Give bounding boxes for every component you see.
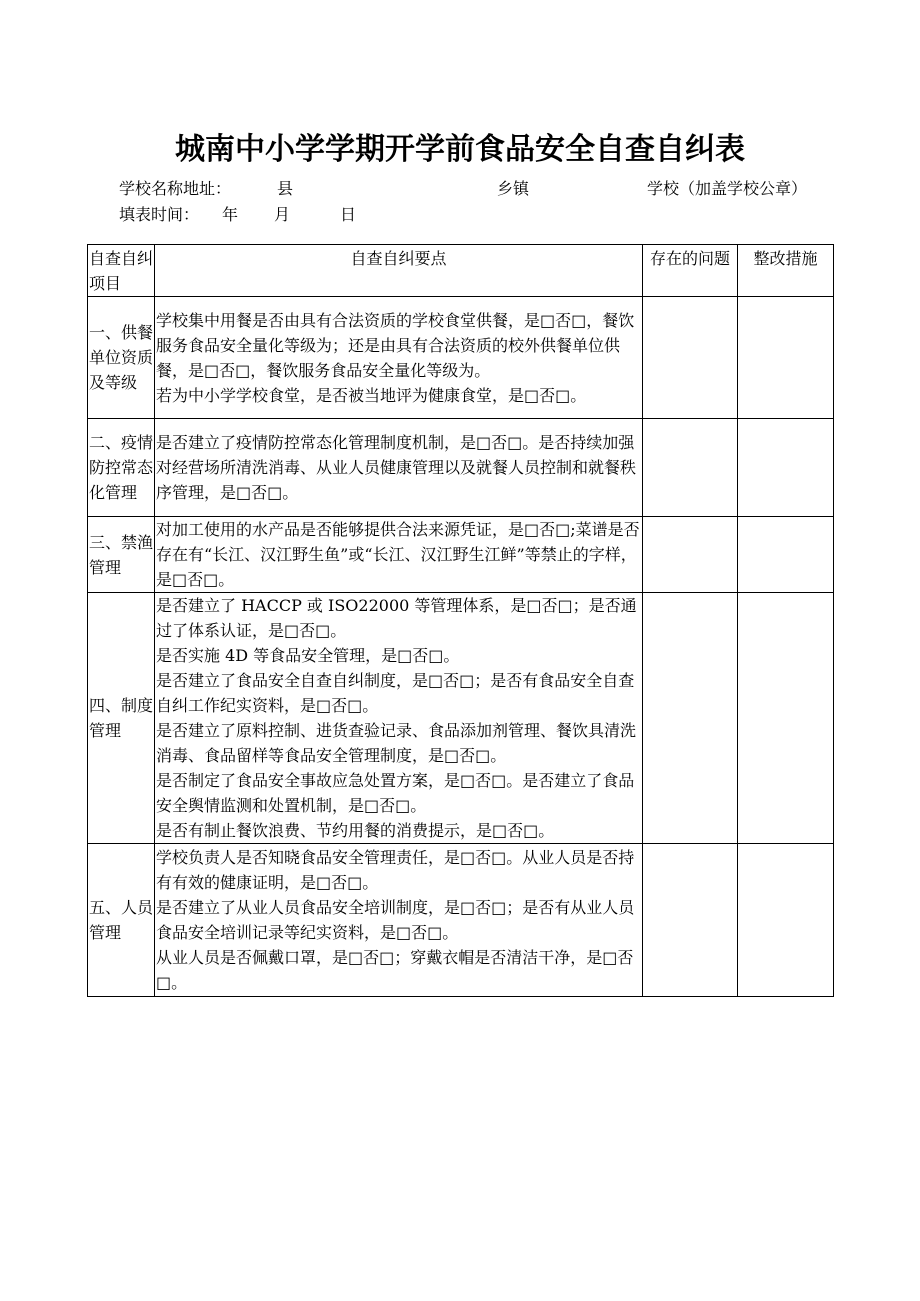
measure-cell[interactable] <box>738 593 834 844</box>
row-points <box>155 844 643 997</box>
row-item: 五、人员管理 <box>88 844 155 997</box>
row-item: 一、供餐单位资质及等级 <box>88 297 155 419</box>
point-line: 对加工使用的水产品是否能够提供合法来源凭证，是□否□;菜谱是否存在有“长江、汉江野生鱼”或“长江、汉江野生江鲜”等禁止的字样，是□否□。 <box>156 520 640 589</box>
problem-cell[interactable] <box>643 844 738 997</box>
date-label: 填表时间： <box>119 205 200 224</box>
row-item: 三、禁渔管理 <box>88 517 155 593</box>
row-item: 四、制度管理 <box>88 593 155 844</box>
problem-cell[interactable] <box>643 517 738 593</box>
table-row <box>88 517 834 593</box>
table-row <box>88 297 834 419</box>
measure-cell[interactable] <box>738 844 834 997</box>
header-measures: 整改措施 <box>738 245 834 297</box>
county-label: 县 <box>277 179 294 198</box>
problem-cell[interactable] <box>643 297 738 419</box>
point-line: 是否建立了食品安全自查自纠制度，是□否□；是否有食品安全自查自纠工作纪实资料，是□否□。 <box>156 671 635 715</box>
table-row <box>88 844 834 997</box>
school-seal-label: 学校（加盖学校公章） <box>647 179 808 198</box>
point-line: 是否有制止餐饮浪费、节约用餐的消费提示，是□否□。 <box>156 821 555 840</box>
point-line: 学校集中用餐是否由具有合法资质的学校食堂供餐，是□否□，餐饮服务食品安全量化等级为；还是由具有合法资质的校外供餐单位供餐，是□否□，餐饮服务食品安全量化等级为。 <box>156 310 635 380</box>
month-label: 月 <box>274 205 291 224</box>
header-item: 自查自纠项目 <box>88 245 155 297</box>
header-points: 自查自纠要点 <box>155 245 643 297</box>
table-header-row <box>88 245 834 297</box>
point-line: 是否制定了食品安全事故应急处置方案，是□否□。是否建立了食品安全舆情监测和处置机制，是□否□。 <box>156 771 635 815</box>
row-points <box>155 517 643 593</box>
point-line: 是否建立了疫情防控常态化管理制度机制，是□否□。是否持续加强对经营场所清洗消毒、从业人员健康管理以及就餐人员控制和就餐秩序管理，是□否□。 <box>156 433 637 502</box>
point-line: 是否建立了原料控制、进货查验记录、食品添加剂管理、餐饮具清洗消毒、食品留样等食品安全管理制度，是□否□。 <box>156 721 637 765</box>
point-line: 从业人员是否佩戴口罩，是□否□；穿戴衣帽是否清洁干净，是□否□。 <box>156 948 634 992</box>
row-points <box>155 297 643 419</box>
table-row <box>88 593 834 844</box>
day-label: 日 <box>340 205 357 224</box>
row-points <box>155 593 643 844</box>
point-line: 若为中小学学校食堂，是否被当地评为健康食堂，是□否□。 <box>156 385 587 405</box>
point-line: 是否实施 4D 等食品安全管理，是□否□。 <box>156 646 460 665</box>
measure-cell[interactable] <box>738 297 834 419</box>
self-inspection-table <box>87 244 834 997</box>
problem-cell[interactable] <box>643 419 738 517</box>
measure-cell[interactable] <box>738 419 834 517</box>
school-address-label: 学校名称地址： <box>119 179 232 198</box>
town-label: 乡镇 <box>497 179 530 198</box>
year-label: 年 <box>222 205 239 224</box>
measure-cell[interactable] <box>738 517 834 593</box>
row-points <box>155 419 643 517</box>
problem-cell[interactable] <box>643 593 738 844</box>
point-line: 学校负责人是否知晓食品安全管理责任，是□否□。从业人员是否持有有效的健康证明，是□否□。 <box>156 848 635 892</box>
header-problems: 存在的问题 <box>643 245 738 297</box>
row-item: 二、疫情防控常态化管理 <box>88 419 155 517</box>
table-row <box>88 419 834 517</box>
point-line: 是否建立了从业人员食品安全培训制度，是□否□；是否有从业人员食品安全培训记录等纪实资料，是□否□。 <box>156 898 635 942</box>
page-title: 城南中小学学期开学前食品安全自查自纠表 <box>175 132 745 167</box>
point-line: 是否建立了 HACCP 或 ISO22000 等管理体系，是□否□；是否通过了体系认证，是□否□。 <box>156 596 637 640</box>
